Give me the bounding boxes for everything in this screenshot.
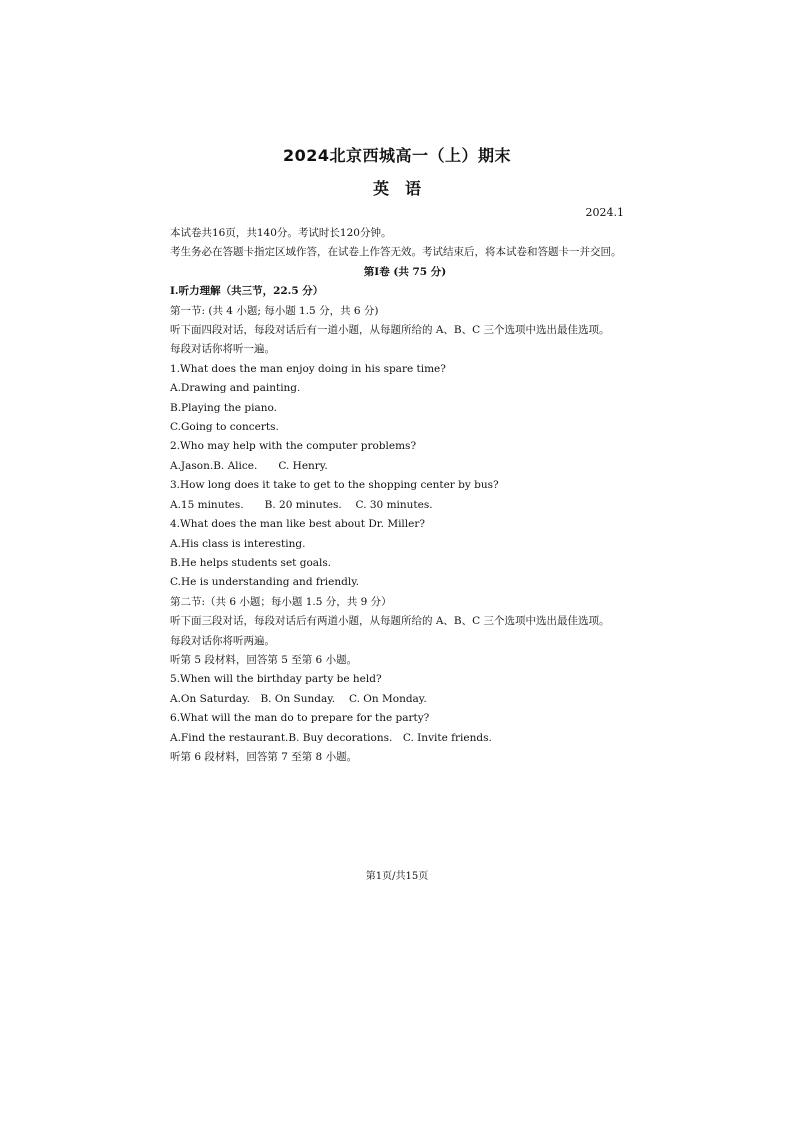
question-option: C.Going to concerts.: [170, 421, 279, 434]
paper-heading: 第I卷 (共 75 分): [363, 265, 447, 278]
question-options: A.Jason.B. Alice. C. Henry.: [170, 459, 328, 472]
question-options: A.On Saturday. B. On Sunday. C. On Monday.: [170, 692, 427, 705]
question-stem: 4.What does the man like best about Dr. Miller?: [170, 518, 426, 531]
material-note: 听第 5 段材料，回答第 5 至第 6 小题。: [170, 653, 358, 666]
question-option: B.Playing the piano.: [170, 401, 277, 414]
instruction-line: 听下面四段对话，每段对话后有一道小题，从每题所给的 A、B、C 三个选项中选出最佳选项。: [170, 324, 610, 337]
exam-title: 2024北京西城高一（上）期末: [282, 146, 512, 165]
question-option: A.His class is interesting.: [170, 537, 306, 550]
question-stem: 2.Who may help with the computer problems?: [170, 440, 417, 453]
section-heading: 第一节: (共 4 小题; 每小题 1.5 分，共 6 分): [170, 304, 379, 317]
question-option: B.He helps students set goals.: [170, 556, 332, 569]
question-option: C.He is understanding and friendly.: [170, 576, 360, 589]
subject-title: 英 语: [372, 179, 421, 198]
question-option: A.Drawing and painting.: [170, 382, 301, 395]
intro-line: 本试卷共16页，共140分。考试时长120分钟。: [170, 227, 392, 239]
question-stem: 3.How long does it take to get to the shopping center by bus?: [170, 479, 499, 492]
question-stem: 6.What will the man do to prepare for the party?: [170, 712, 430, 725]
question-stem: 5.When will the birthday party be held?: [170, 673, 382, 686]
question-options: A.15 minutes. B. 20 minutes. C. 30 minutes.: [170, 498, 433, 511]
page-footer: 第1页/共15页: [365, 871, 429, 882]
exam-body: [170, 224, 640, 767]
instruction-line: 听下面三段对话，每段对话后有两道小题，从每题所给的 A、B、C 三个选项中选出最佳选项。: [170, 615, 610, 628]
intro-line: 考生务必在答题卡指定区域作答，在试卷上作答无效。考试结束后，将本试卷和答题卡一并交回。: [170, 246, 622, 259]
instruction-line: 每段对话你将听一遍。: [170, 343, 275, 356]
question-stem: 1.What does the man enjoy doing in his spare time?: [170, 362, 446, 375]
section-heading: 第二节:（共 6 小题；每小题 1.5 分，共 9 分）: [170, 595, 392, 608]
material-note: 听第 6 段材料，回答第 7 至第 8 小题。: [170, 750, 358, 763]
part-heading: I.听力理解（共三节，22.5 分）: [170, 285, 324, 298]
instruction-line: 每段对话你将听两遍。: [170, 634, 275, 647]
exam-date: 2024.1: [585, 206, 624, 219]
question-options: A.Find the restaurant.B. Buy decorations. C. Invite friends.: [170, 731, 492, 744]
